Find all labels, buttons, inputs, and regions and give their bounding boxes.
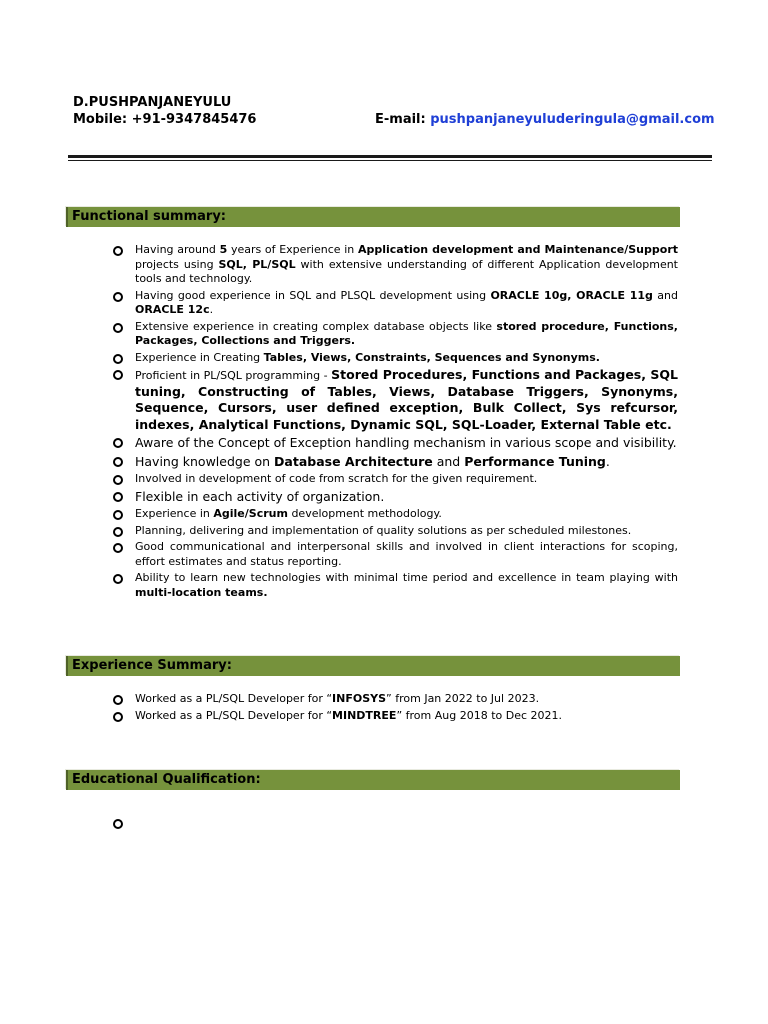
bullet-icon — [113, 492, 123, 502]
bullet-icon — [113, 819, 123, 829]
list-item: Worked as a PL/SQL Developer for “INFOSYS” from Jan 2022 to Jul 2023. — [113, 692, 678, 707]
bold-text: ORACLE 12c — [135, 303, 210, 316]
list-item: Having around 5 years of Experience in Application development and Maintenance/Support projects using SQL, PL/SQL with extensive understanding of different Application development tools and technology. — [113, 243, 678, 287]
educational-qualification-list — [113, 816, 678, 818]
functional-summary-list — [113, 243, 678, 602]
bold-text: stored procedure, Functions, Packages, Collections and Triggers. — [135, 319, 678, 347]
divider-thick — [68, 155, 712, 158]
bold-text: Application development and Maintenance/Support — [357, 243, 679, 256]
list-item: Having knowledge on Database Architecture and Performance Tuning. — [113, 454, 678, 471]
bold-text: Database Architecture — [274, 453, 433, 469]
candidate-name: D.PUSHPANJANEYULU — [73, 95, 232, 110]
list-item: Flexible in each activity of organization. — [113, 489, 678, 506]
email-link[interactable]: pushpanjaneyuluderingula@gmail.com — [430, 112, 715, 127]
bold-text: multi-location teams. — [135, 585, 268, 599]
bold-text: MINDTREE — [332, 708, 397, 722]
email-label: E-mail: — [375, 112, 431, 127]
bold-text: Performance Tuning — [464, 453, 606, 469]
bullet-icon — [113, 354, 123, 364]
bold-text: Agile/Scrum — [213, 507, 288, 520]
bullet-icon — [113, 370, 123, 380]
list-item: Good communicational and interpersonal skills and involved in client interactions for scoping, effort estimates and status reporting. — [113, 540, 678, 569]
bullet-icon — [113, 323, 123, 333]
bullet-icon — [113, 475, 123, 485]
list-item: Experience in Agile/Scrum development methodology. — [113, 507, 678, 522]
bold-text: Stored Procedures, Functions and Packages, SQL tuning, Constructing of Tables, Views, Database Triggers, Synonyms, Sequence, Cursors, user defined exception, Bulk Collect, Sys refcursor, indexes, Analytical Functions, Dynamic SQL, SQL-Loader, External Table etc. — [135, 367, 678, 432]
list-item: Planning, delivering and implementation of quality solutions as per scheduled milestones. — [113, 524, 678, 539]
bullet-icon — [113, 457, 123, 467]
bullet-icon — [113, 543, 123, 553]
list-item: Worked as a PL/SQL Developer for “MINDTREE” from Aug 2018 to Dec 2021. — [113, 709, 678, 724]
list-item: Having good experience in SQL and PLSQL development using ORACLE 10g, ORACLE 11g and ORACLE 12c. — [113, 289, 678, 318]
educational-qualification-heading: Educational Qualification: — [66, 770, 680, 790]
bullet-icon — [113, 510, 123, 520]
list-item: Extensive experience in creating complex database objects like stored procedure, Functions, Packages, Collections and Triggers. — [113, 320, 678, 349]
bullet-icon — [113, 712, 123, 722]
list-item: Experience in Creating Tables, Views, Constraints, Sequences and Synonyms. — [113, 351, 678, 366]
bullet-icon — [113, 574, 123, 584]
bullet-icon — [113, 438, 123, 448]
bullet-icon — [113, 527, 123, 537]
bold-text: Tables, Views, Constraints, Sequences and Synonyms. — [263, 350, 600, 364]
bold-text: 5 — [219, 243, 228, 256]
email-line — [375, 112, 715, 127]
list-item: Proficient in PL/SQL programming - Stored Procedures, Functions and Packages, SQL tuning, Constructing of Tables, Views, Database Triggers, Synonyms, Sequence, Cursors, user defined exception, Bulk Collect, Sys refcursor, indexes, Analytical Functions, Dynamic SQL, SQL-Loader, External Table etc. — [113, 367, 678, 433]
bold-text: INFOSYS — [332, 692, 387, 705]
mobile-number: Mobile: +91-9347845476 — [73, 112, 257, 127]
bullet-icon — [113, 695, 123, 705]
list-item: Involved in development of code from scratch for the given requirement. — [113, 472, 678, 487]
bold-text: SQL, PL/SQL — [218, 257, 296, 271]
divider-thin — [68, 160, 712, 161]
bullet-icon — [113, 292, 123, 302]
experience-summary-heading: Experience Summary: — [66, 656, 680, 676]
experience-summary-list — [113, 692, 678, 725]
bullet-icon — [113, 246, 123, 256]
list-item: Ability to learn new technologies with minimal time period and excellence in team playing with multi-location teams. — [113, 571, 678, 600]
list-item: Aware of the Concept of Exception handling mechanism in various scope and visibility. — [113, 435, 678, 452]
bold-text: ORACLE 10g, ORACLE 11g — [490, 288, 653, 302]
functional-summary-heading: Functional summary: — [66, 207, 680, 227]
